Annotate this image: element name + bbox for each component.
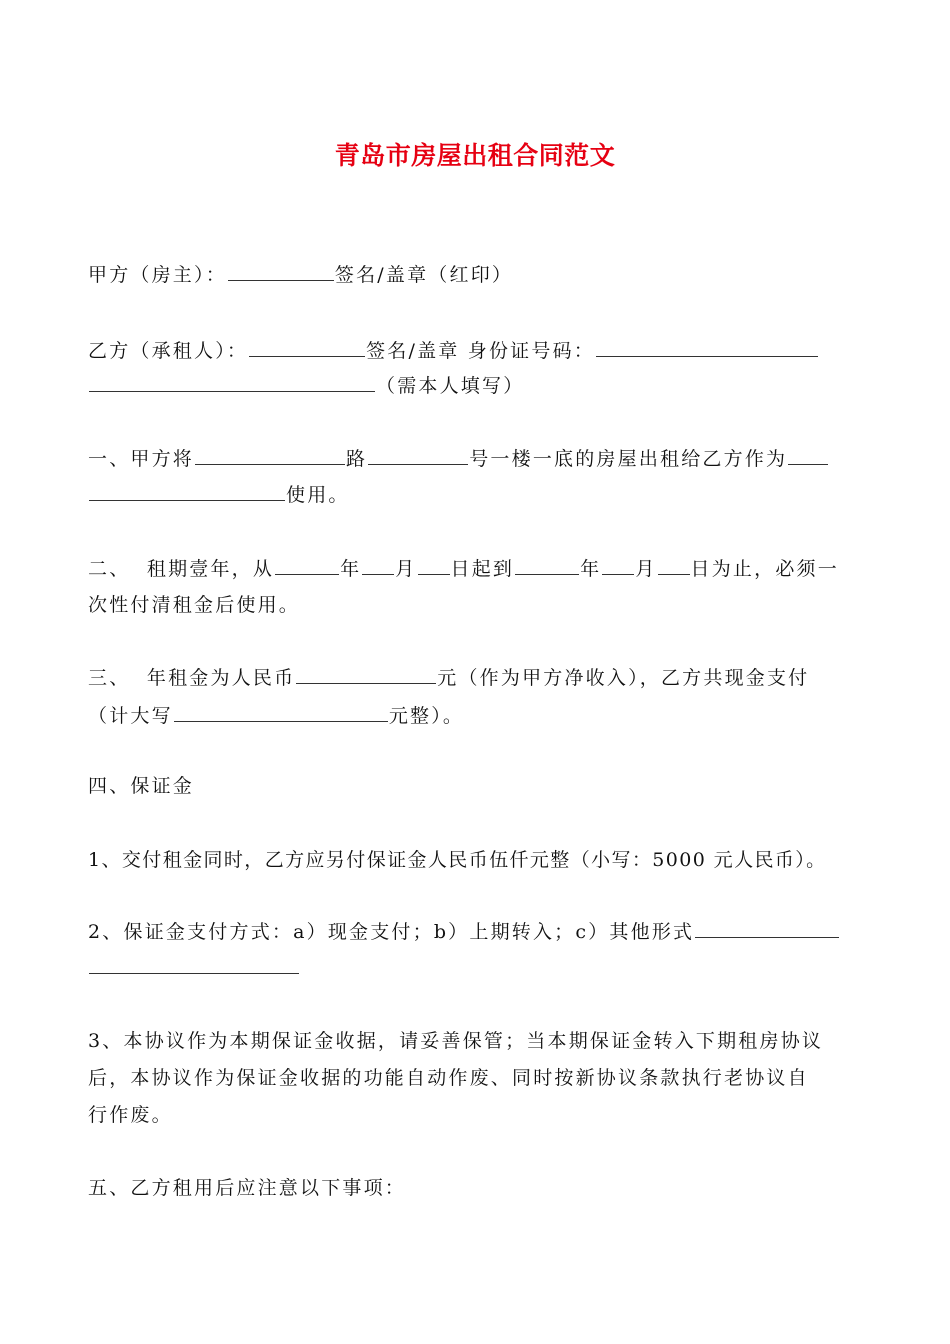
party-a-sign: 签名/盖章（红印） [334, 264, 514, 286]
clause-1-text-d: 使用。 [286, 484, 350, 506]
deposit-item-2-text: 2、保证金支付方式：a）现金支付；b）上期转入；c）其他形式 [88, 921, 695, 943]
clause-3-line-2 [88, 703, 464, 729]
clause-3-text-a: 三、 年租金为人民币 [88, 667, 296, 689]
clause-1-use-blank [788, 446, 828, 465]
start-day-label: 日起到 [450, 558, 515, 580]
rent-amount-blank [296, 665, 436, 684]
clause-3-text-b: 元（作为甲方净收入），乙方共现金支付 [437, 667, 810, 689]
clause-1-line-1 [88, 446, 829, 472]
end-day-label: 日为止，必须一 [690, 558, 839, 580]
party-b-note: （需本人填写） [376, 375, 525, 397]
document-title: 青岛市房屋出租合同范文 [334, 141, 616, 170]
party-b-name-blank [249, 338, 365, 357]
start-month-label: 月 [395, 558, 417, 580]
clause-3-text-c: （计大写 [88, 705, 173, 727]
clause-1-text-c: 号一楼一底的房屋出租给乙方作为 [469, 448, 788, 470]
deposit-item-3-line-2: 后，本协议作为保证金收据的功能自动作废、同时按新协议条款执行老协议自 [88, 1067, 809, 1089]
end-month-label: 月 [635, 558, 657, 580]
clause-2-text-a: 二、 租期壹年，从 [88, 558, 275, 580]
rent-uppercase-blank [174, 703, 388, 722]
start-year-label: 年 [340, 558, 362, 580]
clause-1-road-blank [195, 446, 345, 465]
clause-2-text-b: 次性付清租金后使用。 [88, 594, 301, 616]
clause-1-number-blank [368, 446, 468, 465]
clause-1-line-2 [88, 482, 350, 508]
party-a-name-blank [228, 262, 334, 281]
clause-2-line-1 [88, 556, 839, 582]
deposit-item-1: 1、交付租金同时，乙方应另付保证金人民币伍仟元整（小写：5000 元人民币）。 [88, 849, 827, 871]
clause-4-heading: 四、保证金 [88, 775, 195, 797]
party-b-label: 乙方（承租人）： [88, 340, 249, 362]
party-b-id-label: 身份证号码： [467, 340, 595, 362]
clause-1-text-a: 一、甲方将 [88, 448, 195, 470]
party-b-line [88, 338, 819, 364]
end-month-blank [602, 556, 634, 575]
end-year-label: 年 [580, 558, 602, 580]
clause-2-line-2 [88, 592, 300, 618]
start-month-blank [362, 556, 394, 575]
end-day-blank [658, 556, 690, 575]
deposit-item-3-line-3: 行作废。 [88, 1104, 173, 1126]
party-a-line [88, 262, 513, 288]
party-b-id-blank-2 [89, 373, 375, 392]
end-year-blank [515, 556, 579, 575]
deposit-item-2 [88, 919, 840, 945]
deposit-other-blank-2 [89, 955, 299, 974]
clause-1-use-blank-2 [89, 482, 285, 501]
deposit-item-3-line-1: 3、本协议作为本期保证金收据，请妥善保管；当本期保证金转入下期租房协议 [88, 1030, 824, 1052]
deposit-other-blank [695, 919, 839, 938]
start-day-blank [418, 556, 450, 575]
clause-3-text-d: 元整）。 [388, 705, 465, 727]
clause-5-heading: 五、乙方租用后应注意以下事项： [88, 1177, 407, 1199]
party-b-id-blank [596, 338, 818, 357]
deposit-item-2-line-2 [88, 955, 300, 981]
clause-1-text-b: 路 [346, 448, 368, 470]
party-a-label: 甲方（房主）： [88, 264, 227, 286]
clause-3-line-1 [88, 665, 809, 691]
party-b-line-2 [88, 373, 524, 399]
start-year-blank [275, 556, 339, 575]
party-b-sign: 签名/盖章 [366, 340, 460, 362]
